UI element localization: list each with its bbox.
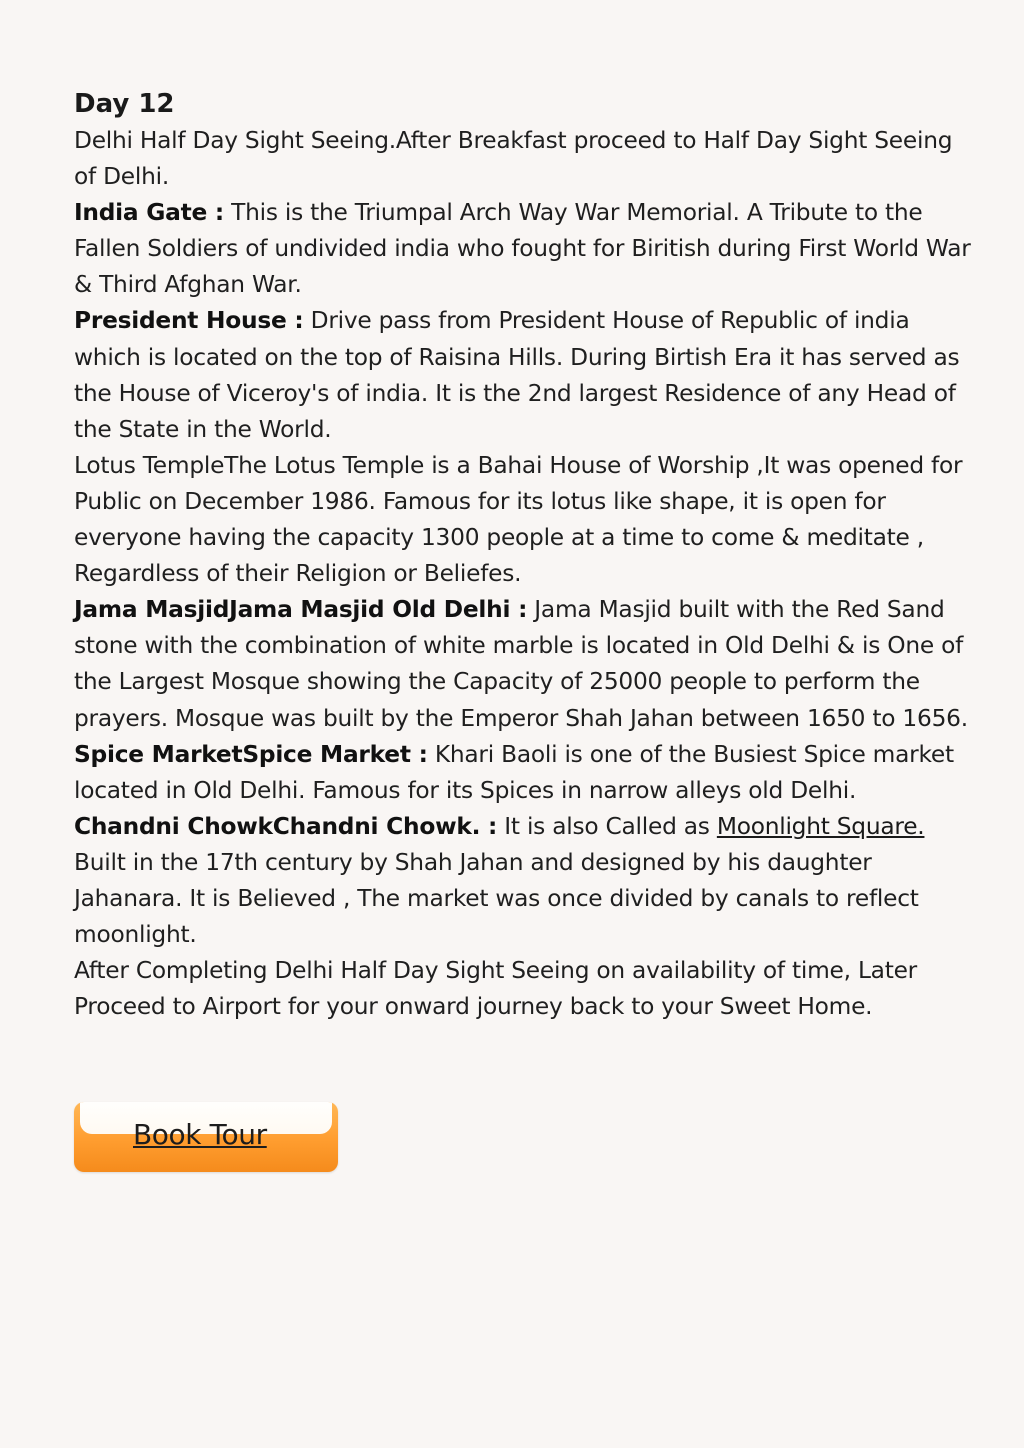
- intro-paragraph: Delhi Half Day Sight Seeing.After Breakfast proceed to Half Day Sight Seeing of Delhi.: [74, 127, 953, 191]
- chandni-chowk-paragraph: [74, 809, 974, 953]
- jama-masjid-label: Jama MasjidJama Masjid Old Delhi :: [74, 596, 528, 624]
- book-tour-button[interactable]: [74, 1102, 338, 1172]
- day-title: Day 12: [74, 89, 175, 119]
- spice-market-text: Khari Baoli is one of the Busiest Spice market located in Old Delhi. Famous for its Spices in narrow alleys old Delhi.: [74, 740, 954, 804]
- lotus-temple-paragraph: Lotus TempleThe Lotus Temple is a Bahai House of Worship ,It was opened for Public on December 1986. Famous for its lotus like shape, it is open for everyone having the capacity 1300 people at a time to come & meditate , Regardless of their Religion or Beliefes.: [74, 451, 963, 588]
- chandni-chowk-text-after: Built in the 17th century by Shah Jahan and designed by his daughter Jahanara. It is Believed , The market was once divided by canals to reflect moonlight.: [74, 848, 919, 949]
- spice-market-label: Spice MarketSpice Market :: [74, 740, 428, 768]
- president-house-text: Drive pass from President House of Republic of india which is located on the top of Raisina Hills. During Birtish Era it has served as the House of Viceroy's of india. It is the 2nd largest Residence of any Head of the State in the World.: [74, 307, 960, 443]
- president-house-label: President House :: [74, 307, 304, 335]
- india-gate-label: India Gate :: [74, 199, 224, 227]
- india-gate-paragraph: [74, 195, 974, 303]
- jama-masjid-text: Jama Masjid built with the Red Sand stone with the combination of white marble is located in Old Delhi & is One of the Largest Mosque showing the Capacity of 25000 people to perform the prayers. Mosque was built by the Emperor Shah Jahan between 1650 to 1656.: [74, 596, 968, 732]
- day-itinerary: [74, 86, 974, 1025]
- closing-paragraph: After Completing Delhi Half Day Sight Seeing on availability of time, Later Proceed to Airport for your onward journey back to your Sweet Home.: [74, 957, 918, 1021]
- itinerary-content: [74, 123, 974, 1025]
- chandni-chowk-label: Chandni ChowkChandni Chowk. :: [74, 812, 498, 840]
- chandni-chowk-text-before: It is also Called as: [504, 812, 710, 840]
- moonlight-square-link[interactable]: Moonlight Square.: [716, 812, 925, 840]
- india-gate-text: This is the Triumpal Arch Way War Memorial. A Tribute to the Fallen Soldiers of undivided india who fought for Biritish during First World War & Third Afghan War.: [74, 199, 971, 299]
- president-house-paragraph: [74, 303, 974, 447]
- jama-masjid-paragraph: [74, 592, 974, 736]
- book-tour-label: Book Tour: [133, 1118, 267, 1151]
- spice-market-paragraph: [74, 737, 974, 809]
